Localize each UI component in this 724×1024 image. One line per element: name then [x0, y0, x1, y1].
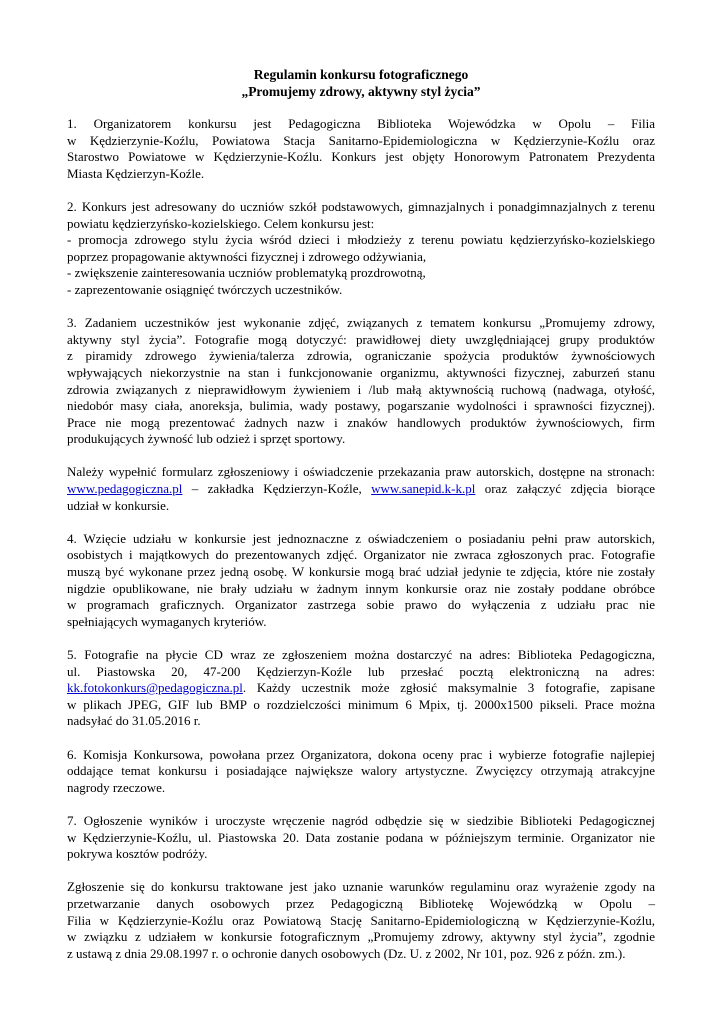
- pedagogiczna-link[interactable]: www.pedagogiczna.pl: [67, 481, 183, 497]
- text-line: z ustawą z dnia 29.08.1997 r. o ochronie danych osobowych (Dz. U. z 2002, Nr 101, poz. 926 z późn. zm.).: [67, 945, 626, 961]
- text-line: - zaprezentowanie osiągnięć twórczych uczestników.: [67, 281, 343, 297]
- text-line: Zgłoszenie się do konkursu traktowane jest jako uznanie warunków regulaminu oraz wyrażenie zgody na: [67, 879, 655, 895]
- text-line: nagrody rzeczowe.: [67, 779, 166, 795]
- text-line: Prace nie mogą prezentować żadnych nazw i znaków handlowych produktów żywnościowych, firm: [67, 414, 655, 430]
- paragraph-3-task: [67, 315, 655, 448]
- text-line-with-email: [67, 680, 655, 697]
- paragraph-6-jury: [67, 747, 655, 797]
- document-page: [67, 66, 655, 979]
- text-line: aktywny styl życia”. Fotografie mogą dotyczyć: prawidłowej diety uwzględniającej grupy produktów: [67, 331, 655, 347]
- text-line: spełniających wymaganych kryteriów.: [67, 613, 267, 629]
- text-line: Należy wypełnić formularz zgłoszeniowy i oświadczenie przekazania praw autorskich, dostępne na stronach:: [67, 464, 655, 480]
- text-line: 2. Konkurs jest adresowany do uczniów szkół podstawowych, gimnazjalnych i ponadgimnazjalnych z terenu: [67, 198, 655, 214]
- text-line: Miasta Kędzierzyn-Koźle.: [67, 165, 205, 181]
- text-line: - promocja zdrowego stylu życia wśród dzieci i młodzieży z terenu powiatu kędzierzyńsko-kozielskiego: [67, 232, 655, 248]
- email-tail-text: . Każdy uczestnik może zgłosić maksymalnie 3 fotografie, zapisane: [242, 680, 655, 696]
- paragraph-2-audience-goals: [67, 199, 655, 299]
- text-line: 6. Komisja Konkursowa, powołana przez Organizatora, dokona oceny prac i wybierze fotografie najlepiej: [67, 746, 655, 762]
- text-line: Starostwo Powiatowe w Kędzierzynie-Koźlu. Konkurs jest objęty Honorowym Patronatem Prezydenta: [67, 149, 655, 165]
- text-line: nigdzie opublikowane, nie brały udziału w żadnym innym konkursie oraz nie zostały poddane obróbce: [67, 580, 655, 596]
- text-line: 3. Zadaniem uczestników jest wykonanie zdjęć, związanych z tematem konkursu „Promujemy zdrowy,: [67, 315, 655, 331]
- text-line: niedobór masy ciała, anoreksja, bulimia, wady postawy, pogarszanie wydolności i sprawności fizycznej).: [67, 398, 655, 414]
- text-line: nadsyłać do 31.05.2016 r.: [67, 713, 201, 729]
- text-line: z piramidy zdrowego żywienia/talerza zdrowia, ograniczanie spożycia produktów żywnościowych: [67, 348, 655, 364]
- text-line: w Kędzierzynie-Koźlu, Powiatowa Stacja Sanitarno-Epidemiologiczna w Kędzierzynie-Koźlu oraz: [67, 132, 655, 148]
- sanepid-link[interactable]: www.sanepid.k-k.pl: [371, 481, 476, 497]
- text-line: w związku z udziałem w konkursie fotograficznym „Promujemy zdrowy, aktywny styl życia”, zgodnie: [67, 929, 655, 945]
- paragraph-4-rights: [67, 531, 655, 631]
- paragraph-consent: [67, 879, 655, 962]
- text-line: udział w konkursie.: [67, 497, 170, 513]
- text-line: oddające temat konkursu i posiadające największe walory artystyczne. Zwycięzcy otrzymają atrakcyjne: [67, 763, 655, 779]
- link-tail-text: oraz załączyć zdjęcia biorące: [475, 481, 655, 497]
- text-line: w plikach JPEG, GIF lub BMP o rozdzielczości minimum 6 Mpix, tj. 2000x1500 pikseli. Prace można: [67, 696, 655, 712]
- text-line: przetwarzanie danych osobowych przez Pedagogiczną Bibliotekę Wojewódzką w Opolu –: [67, 895, 655, 911]
- text-line: 1. Organizatorem konkursu jest Pedagogiczna Biblioteka Wojewódzka w Opolu – Filia: [67, 116, 655, 131]
- document-title: [67, 66, 655, 100]
- paragraph-forms: [67, 464, 655, 514]
- text-line: powiatu kędzierzyńsko-kozielskiego. Celem konkursu jest:: [67, 215, 375, 231]
- text-line: ul. Piastowska 20, 47-200 Kędzierzyn-Koźle lub przesłać pocztą elektroniczną na adres:: [67, 663, 655, 679]
- text-line: produkujących żywność lub odzież i sprzęt sportowy.: [67, 431, 346, 447]
- text-line: wpływających niekorzystnie na stan i funkcjonowanie organizmu, aktywności fizycznej, zaburzeń stanu: [67, 364, 655, 380]
- text-line: pokrywa kosztów podróży.: [67, 846, 208, 862]
- paragraph-1-organizers: [67, 116, 655, 182]
- text-line: w programach graficznych. Organizator zastrzega sobie prawo do wyłączenia z udziału prac nie: [67, 597, 655, 613]
- text-line: Filia w Kędzierzynie-Koźlu oraz Powiatową Stację Sanitarno-Epidemiologiczną w Kędzierzynie-Koźlu,: [67, 912, 655, 928]
- text-line: poprzez propagowanie aktywności fizycznej i zdrowego odżywiania,: [67, 248, 427, 264]
- text-line: w Kędzierzynie-Koźlu, ul. Piastowska 20. Data zostanie podana w późniejszym terminie. Organizator nie: [67, 829, 655, 845]
- text-line: - zwiększenie zainteresowania uczniów problematyką prozdrowotną,: [67, 265, 426, 281]
- title-line-1: Regulamin konkursu fotograficznego: [253, 67, 469, 82]
- email-link[interactable]: kk.fotokonkurs@pedagogiczna.pl: [67, 680, 243, 696]
- text-line: osobistych i majątkowych do prezentowanych zdjęć. Organizator nie zwraca zgłoszonych prac. Fotografie: [67, 547, 655, 563]
- text-line: 5. Fotografie na płycie CD wraz ze zgłoszeniem można dostarczyć na adres: Biblioteka Pedagogiczna,: [67, 647, 655, 662]
- text-line: 7. Ogłoszenie wyników i uroczyste wręczenie nagród odbędzie się w siedzibie Biblioteki Pedagogicznej: [67, 812, 655, 828]
- paragraph-7-results: [67, 813, 655, 863]
- link-separator-text: – zakładka Kędzierzyn-Koźle,: [182, 481, 372, 497]
- text-line: muszą być wykonane przez jedną osobę. W konkursie mogą brać udział jedynie te zdjęcia, które nie zostały: [67, 564, 655, 580]
- text-line-with-links: [67, 481, 655, 498]
- text-line: 4. Wzięcie udziału w konkursie jest jednoznaczne z oświadczeniem o posiadaniu pełni praw autorskich,: [67, 530, 655, 546]
- title-line-2: „Promujemy zdrowy, aktywny styl życia”: [241, 84, 481, 99]
- text-line: zdrowia związanych z nieprawidłowym żywieniem i /lub małą aktywnością ruchową (nadwaga, otyłość,: [67, 381, 655, 397]
- paragraph-5-submission: [67, 647, 655, 730]
